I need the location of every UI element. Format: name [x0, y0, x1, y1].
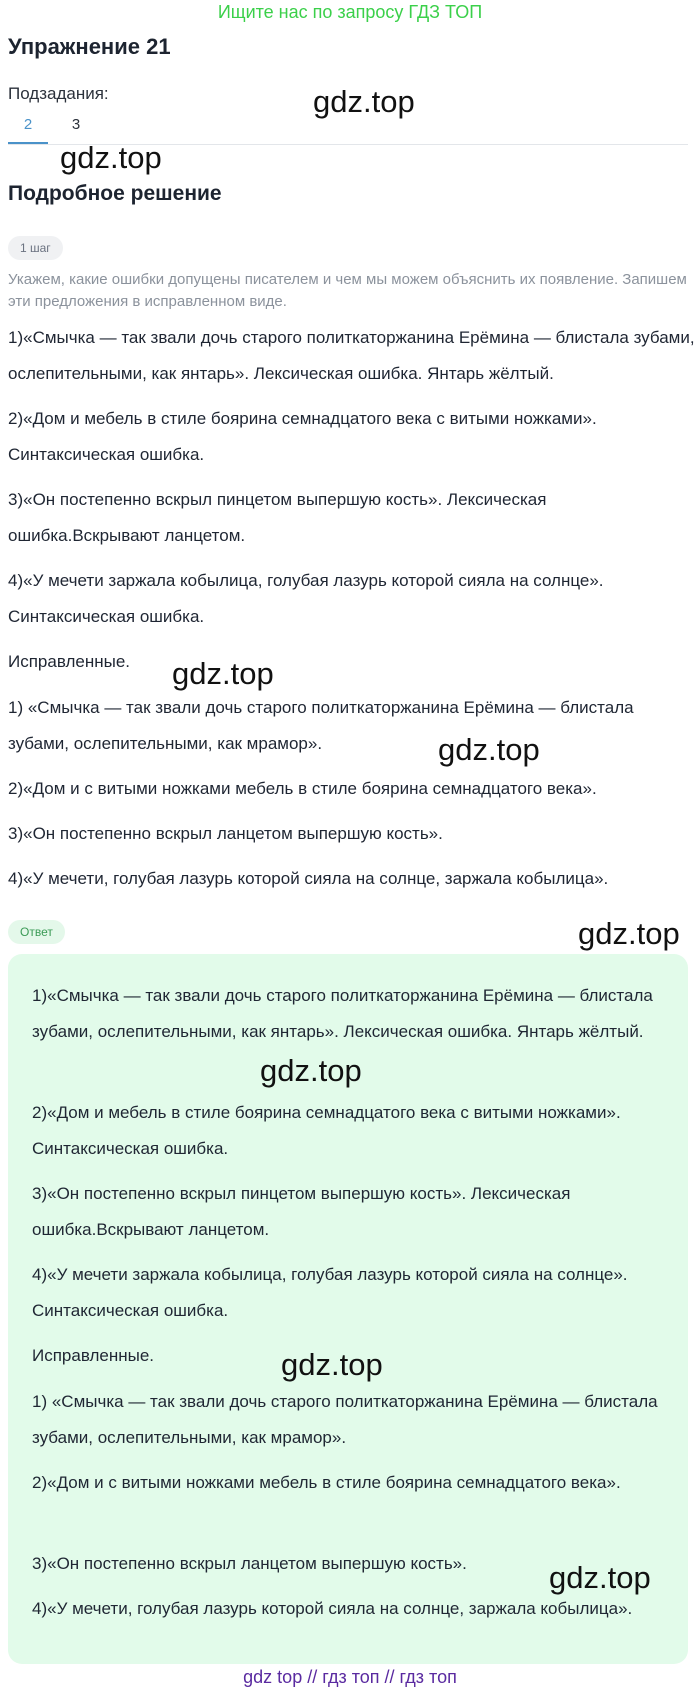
solution-paragraph: 4)«У мечети заржала кобылица, голубая лазурь которой сияла на солнце». Синтаксическая ошибка.: [8, 571, 604, 626]
solution-paragraph: 4)«У мечети, голубая лазурь которой сияла на солнце, заржала кобылица».: [8, 869, 609, 888]
step-badge: 1 шаг: [8, 236, 63, 260]
solution-paragraph: 3)«Он постепенно вскрыл ланцетом выпершую кость».: [8, 824, 443, 843]
page-title: Упражнение 21: [8, 34, 171, 59]
solution-intro: Укажем, какие ошибки допущены писателем и чем мы можем объяснить их появление. Запишем эти предложения в исправленном виде.: [8, 271, 687, 310]
solution-paragraph: 2)«Дом и мебель в стиле боярина семнадцатого века с витыми ножками». Синтаксическая ошибка.: [8, 409, 597, 464]
subtasks-label: Подзадания:: [8, 84, 109, 103]
watermark: gdz.top: [578, 916, 680, 951]
search-hint-banner: Ищите нас по запросу ГДЗ ТОП: [217, 2, 483, 22]
answer-paragraph: Исправленные.: [32, 1346, 155, 1365]
solution-paragraph: 3)«Он постепенно вскрыл пинцетом выпершую кость». Лексическая ошибка.Вскрывают ланцетом.: [8, 490, 547, 545]
watermark: gdz.top: [438, 732, 540, 767]
answer-paragraph: 3)«Он постепенно вскрыл ланцетом выпершую кость».: [32, 1554, 467, 1573]
answer-paragraph: 4)«У мечети, голубая лазурь которой сияла на солнце, заржала кобылица».: [32, 1599, 633, 1618]
watermark: gdz.top: [60, 140, 162, 175]
answer-badge: Ответ: [8, 920, 65, 944]
watermark: gdz.top: [549, 1560, 651, 1595]
solution-paragraph: 2)«Дом и с витыми ножками мебель в стиле боярина семнадцатого века».: [8, 779, 597, 798]
answer-paragraph: 2)«Дом и с витыми ножками мебель в стиле боярина семнадцатого века».: [32, 1473, 621, 1492]
tab-subtask-2[interactable]: 2: [23, 116, 33, 133]
tab-subtask-3[interactable]: 3: [71, 116, 81, 133]
answer-paragraph: 2)«Дом и мебель в стиле боярина семнадцатого века с витыми ножками». Синтаксическая ошибка.: [32, 1103, 621, 1158]
answer-paragraph: 3)«Он постепенно вскрыл пинцетом выпершую кость». Лексическая ошибка.Вскрывают ланцетом.: [32, 1184, 571, 1239]
solution-heading: Подробное решение: [8, 182, 222, 205]
watermark: gdz.top: [313, 84, 415, 119]
watermark: gdz.top: [172, 656, 274, 691]
watermark: gdz.top: [281, 1347, 383, 1382]
watermark: gdz.top: [260, 1053, 362, 1088]
solution-paragraph: 1) «Смычка — так звали дочь старого политкаторжанина Ерёмина — блистала зубами, ослепительными, как мрамор».: [8, 698, 634, 753]
answer-paragraph: 4)«У мечети заржала кобылица, голубая лазурь которой сияла на солнце». Синтаксическая ошибка.: [32, 1265, 628, 1320]
solution-paragraph: 1)«Смычка — так звали дочь старого политкаторжанина Ерёмина — блистала зубами, ослепительными, как янтарь». Лексическая ошибка. Янтарь жёлтый.: [8, 328, 695, 383]
solution-paragraph: Исправленные.: [8, 652, 131, 671]
answer-paragraph: 1)«Смычка — так звали дочь старого политкаторжанина Ерёмина — блистала зубами, ослепительными, как янтарь». Лексическая ошибка. Янтарь жёлтый.: [32, 986, 653, 1041]
footer-links[interactable]: gdz top // гдз топ // гдз топ: [243, 1667, 457, 1687]
answer-paragraph: 1) «Смычка — так звали дочь старого политкаторжанина Ерёмина — блистала зубами, ослепительными, как мрамор».: [32, 1392, 658, 1447]
